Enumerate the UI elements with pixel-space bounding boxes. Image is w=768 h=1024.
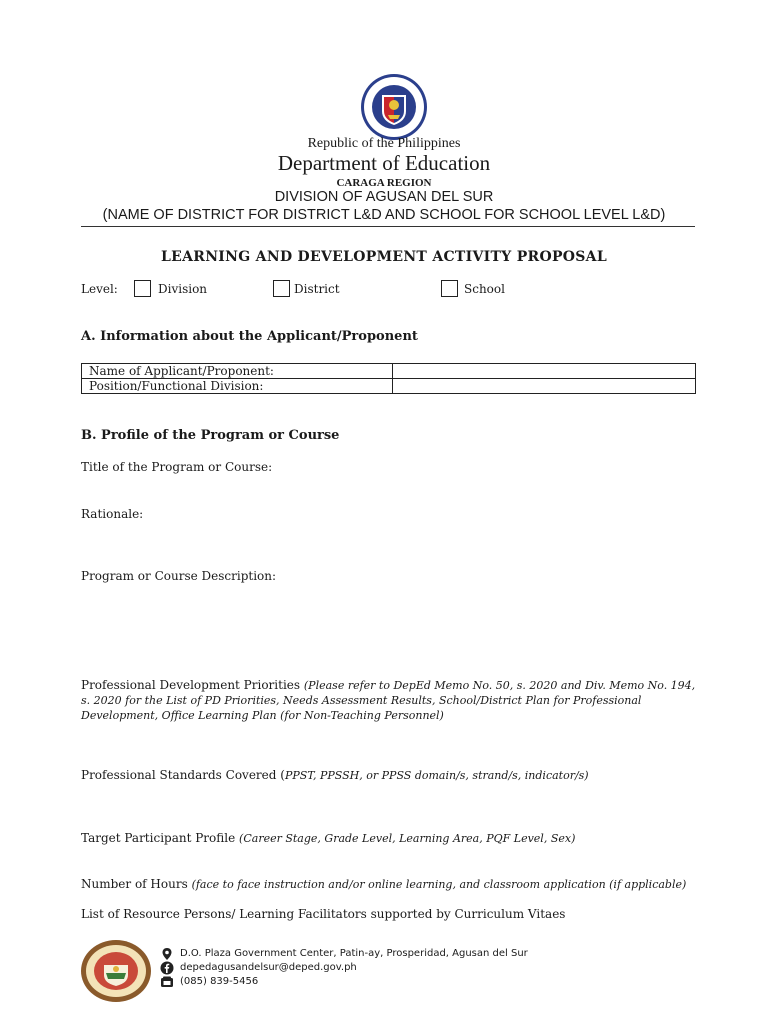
footer-address: D.O. Plaza Government Center, Patin-ay, Prosperidad, Agusan del Sur bbox=[180, 948, 528, 959]
footer-phone: (085) 839-5456 bbox=[180, 976, 259, 987]
form-title: LEARNING AND DEVELOPMENT ACTIVITY PROPOSAL bbox=[161, 249, 607, 265]
option-district-label: District bbox=[294, 282, 340, 296]
division-label: DIVISION OF AGUSAN DEL SUR bbox=[274, 189, 494, 205]
republic-label: Republic of the Philippines bbox=[307, 136, 461, 151]
option-division-label: Division bbox=[158, 282, 208, 296]
section-a-title: A. Information about the Applicant/Proponent bbox=[81, 329, 418, 344]
checkbox-district[interactable] bbox=[273, 280, 290, 297]
applicant-name-label: Name of Applicant/Proponent: bbox=[82, 364, 393, 379]
pd-priorities-field bbox=[81, 678, 696, 723]
program-title-label: Title of the Program or Course: bbox=[81, 460, 273, 474]
table-row bbox=[82, 364, 696, 379]
position-label: Position/Functional Division: bbox=[82, 379, 393, 394]
applicant-table bbox=[81, 363, 696, 394]
position-field[interactable] bbox=[393, 379, 696, 394]
standards-label: Professional Standards Covered ( bbox=[81, 768, 285, 782]
telephone-icon bbox=[160, 975, 174, 989]
pd-priorities-note: (Please refer to DepEd Memo No. 50, s. 2020 and Div. Memo No. 194, s. 2020 for the List of PD Priorities, Needs Assessment Results, School/District Plan for Professional Development, Office Learning Plan (for Non-Teaching Personnel) bbox=[81, 679, 696, 722]
level-label: Level: bbox=[81, 282, 118, 296]
resource-persons-label: List of Resource Persons/ Learning Facilitators supported by Curriculum Vitaes bbox=[81, 907, 566, 921]
table-row bbox=[82, 379, 696, 394]
header-divider bbox=[81, 226, 695, 227]
participants-field bbox=[81, 831, 575, 845]
department-title: Department of Education bbox=[277, 151, 491, 175]
hours-field bbox=[81, 877, 696, 892]
hours-note: (face to face instruction and/or online learning, and classroom application (if applicable) bbox=[191, 878, 687, 891]
applicant-name-field[interactable] bbox=[393, 364, 696, 379]
standards-field bbox=[81, 768, 589, 782]
deped-seal-icon bbox=[360, 73, 428, 141]
section-b-title: B. Profile of the Program or Course bbox=[81, 428, 340, 443]
district-note: (NAME OF DISTRICT FOR DISTRICT L&D AND SCHOOL FOR SCHOOL LEVEL L&D) bbox=[102, 207, 666, 223]
checkbox-division[interactable] bbox=[134, 280, 151, 297]
option-school-label: School bbox=[464, 282, 505, 296]
description-label: Program or Course Description: bbox=[81, 569, 277, 583]
rationale-label: Rationale: bbox=[81, 507, 144, 521]
hours-label: Number of Hours bbox=[81, 877, 188, 891]
pd-priorities-label: Professional Development Priorities bbox=[81, 678, 301, 692]
location-pin-icon bbox=[160, 947, 174, 961]
standards-note: PPST, PPSSH, or PPSS domain/s, strand/s, indicator/s) bbox=[284, 769, 589, 782]
region-label: CARAGA REGION bbox=[336, 177, 432, 189]
footer-email[interactable]: depedagusandelsur@deped.gov.ph bbox=[180, 962, 357, 973]
checkbox-school[interactable] bbox=[441, 280, 458, 297]
facebook-icon bbox=[160, 961, 174, 975]
division-logo-icon bbox=[80, 939, 152, 1003]
participants-label: Target Participant Profile bbox=[81, 831, 236, 845]
participants-note: (Career Stage, Grade Level, Learning Area, PQF Level, Sex) bbox=[239, 832, 576, 845]
